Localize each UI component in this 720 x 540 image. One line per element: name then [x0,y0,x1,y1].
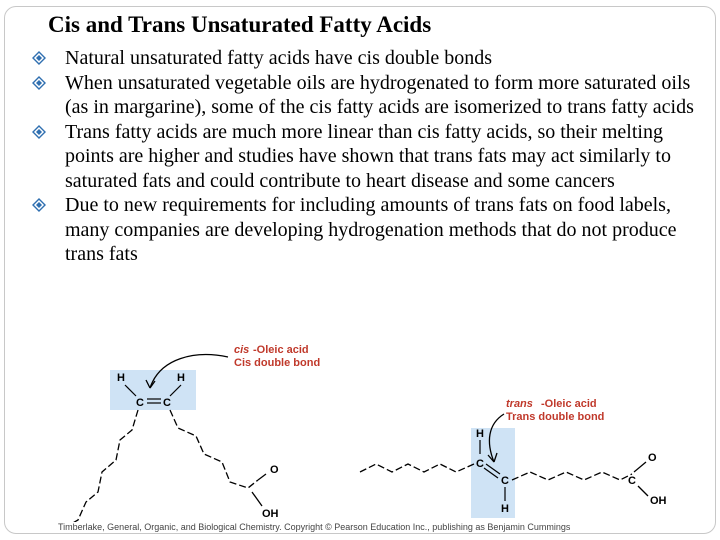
trans-atom-c1: C [476,458,484,470]
copyright-credit: Timberlake, General, Organic, and Biological Chemistry. Copyright © Pearson Education Inc., publishing as Benjamin Cummings [58,522,571,532]
cis-atom-c2: C [163,397,171,409]
cis-atom-oh: OH [262,508,279,520]
bullet-text: Trans fatty acids are much more linear than cis fatty acids, so their melting points are higher and studies have shown that trans fats may act similarly to saturated fats and could contribute to heart disease and some cancers [65,120,671,192]
trans-atom-oh: OH [650,495,667,507]
bullet-item [30,46,710,71]
bullet-item [30,120,710,194]
cis-atom-c1: C [136,397,144,409]
cis-oleic-structure [64,344,320,522]
cis-sublabel: Cis double bond [234,357,321,369]
trans-atom-h1: H [476,428,484,440]
diamond-bullet-icon [32,76,46,90]
cis-right-chain [170,410,258,488]
trans-left-chain [360,464,474,472]
trans-atom-h2: H [501,503,509,515]
bullet-item [30,71,710,120]
diamond-bullet-icon [32,125,46,139]
trans-label-suffix: -Oleic acid [541,398,597,410]
trans-atom-o: O [648,452,657,464]
bullet-text: When unsaturated vegetable oils are hydrogenated to form more saturated oils (as in margarine), some of the cis fatty acids are isomerized to trans fatty acids [65,71,694,118]
trans-acid-carbon: C [628,475,636,487]
diamond-bullet-icon [32,51,46,65]
cis-atom-o: O [270,464,279,476]
trans-atom-c2: C [501,475,509,487]
trans-oleic-structure [360,398,667,518]
cis-label-suffix: -Oleic acid [253,344,309,356]
trans-sublabel: Trans double bond [506,411,605,423]
oleic-acid-diagram [0,336,720,540]
bullet-text: Natural unsaturated fatty acids have cis double bonds [65,47,493,69]
cis-label-prefix: cis [234,344,250,356]
cis-atom-h2: H [177,372,185,384]
trans-label-prefix: trans [506,398,533,410]
slide-title: Cis and Trans Unsaturated Fatty Acids [48,12,432,37]
diamond-bullet-icon [32,198,46,212]
bullet-list [30,46,710,267]
cis-left-chain [64,410,138,522]
bullet-item [30,193,710,267]
structure-figure [0,336,720,522]
bullet-text: Due to new requirements for including amounts of trans fats on food labels, many companies are developing hydrogenation methods that do not produce trans fats [65,194,677,265]
cis-atom-h1: H [117,372,125,384]
trans-right-chain [512,472,632,480]
